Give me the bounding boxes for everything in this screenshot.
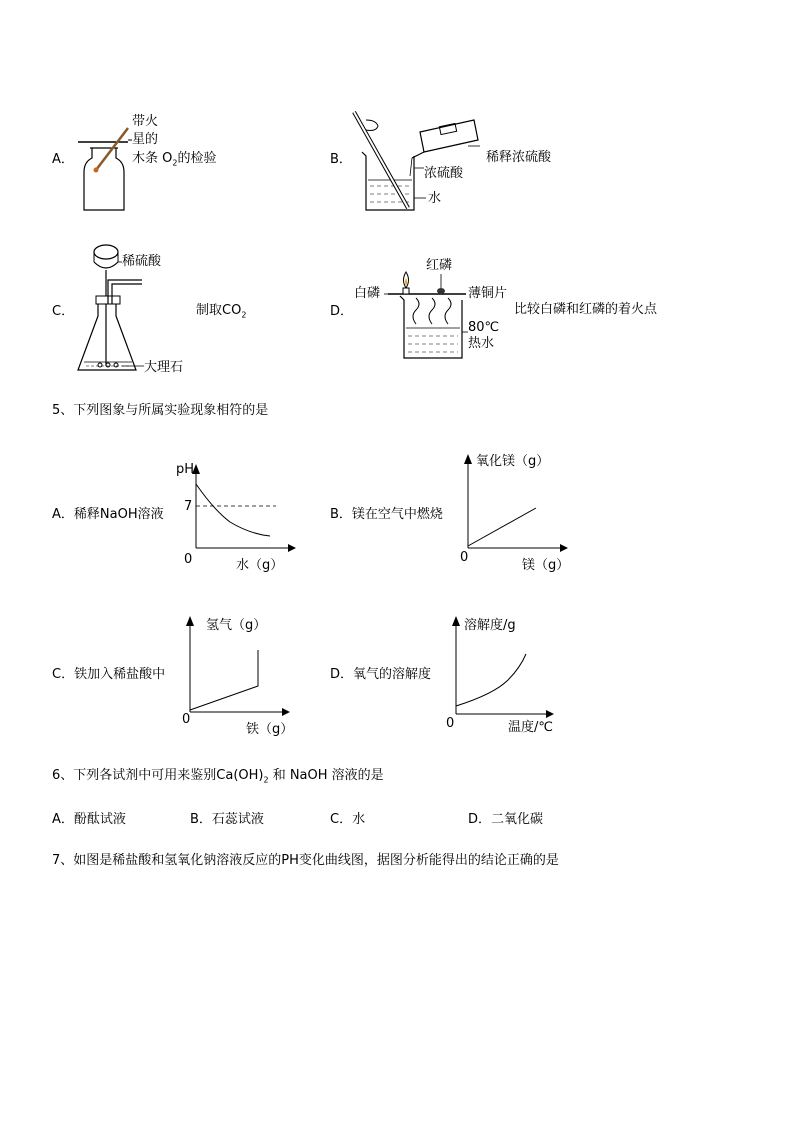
q6-option-d: D．二氧化碳 <box>468 812 544 827</box>
q4-c-acid-label: 稀硫酸 <box>122 254 162 269</box>
q5-a-xlabel: 水（g） <box>236 558 284 573</box>
q4-d-caption: 比较白磷和红磷的着火点 <box>514 302 658 317</box>
q6-option-c: C．水 <box>330 812 366 827</box>
q5-d-curve <box>456 654 526 706</box>
q5-option-b-caption: B．镁在空气中燃烧 <box>330 507 443 522</box>
q4-b-caption: 稀释浓硫酸 <box>486 150 552 165</box>
q4-b-water-label: 水 <box>428 191 442 206</box>
q4-d-red-p-label: 红磷 <box>426 258 453 273</box>
q4-d-white-p-label: 白磷 <box>354 286 381 301</box>
q5-c-ylabel: 氢气（g） <box>206 618 267 633</box>
q5-a-curve <box>196 484 270 536</box>
q4-option-c-letter: C． <box>52 304 75 319</box>
q5-a-origin: 0 <box>184 552 193 567</box>
q4-option-a-letter: A． <box>52 152 74 167</box>
q5-b-ylabel: 氧化镁（g） <box>476 454 550 469</box>
q5-d-xlabel: 温度/℃ <box>508 720 553 735</box>
q4-option-b-letter: B． <box>330 152 352 167</box>
q6-option-a: A．酚酞试液 <box>52 812 126 827</box>
q4-c-caption: 制取$CO_2$ <box>196 303 247 320</box>
q4-a-label-2: 星的 <box>132 132 159 147</box>
q5-a-tick-7: 7 <box>184 499 193 514</box>
q6-stem: 6、下列各试剂中可用来鉴别$Ca(OH)_2$ 和 NaOH 溶液的是 <box>52 768 384 785</box>
q5-a-ylabel: pH <box>176 462 195 477</box>
q4-c-marble-label: 大理石 <box>144 360 184 375</box>
q5-b-line <box>468 508 536 546</box>
q7-stem: 7、如图是稀盐酸和氢氧化钠溶液反应的PH变化曲线图，据图分析能得出的结论正确的是 <box>52 853 559 868</box>
q5-c-xlabel: 铁（g） <box>246 722 294 737</box>
q5-b-origin: 0 <box>460 550 469 565</box>
q4-a-label-1: 带火 <box>132 114 159 129</box>
q5-d-ylabel: 溶解度/g <box>464 618 516 633</box>
q4-option-d-letter: D． <box>330 304 354 319</box>
q5-d-graph <box>0 0 1 1</box>
q4-a-caption: 木条 $O_2$的检验 <box>132 151 217 168</box>
q4-d-copper-label: 薄铜片 <box>468 286 508 301</box>
q4-d-temp-label: 80℃ <box>468 320 500 335</box>
q5-option-c-caption: C．铁加入稀盐酸中 <box>52 667 166 682</box>
q5-stem: 5、下列图象与所属实验现象相符的是 <box>52 403 269 418</box>
q5-option-a-caption: A．稀释NaOH溶液 <box>52 507 164 522</box>
q5-c-line <box>190 650 258 710</box>
q5-d-origin: 0 <box>446 716 455 731</box>
q5-c-origin: 0 <box>182 712 191 727</box>
q6-option-b: B．石蕊试液 <box>190 812 264 827</box>
q5-option-d-caption: D．氧气的溶解度 <box>330 667 432 682</box>
q4-b-acid-label: 浓硫酸 <box>424 166 464 181</box>
q4-d-water-label: 热水 <box>468 336 495 351</box>
q5-b-xlabel: 镁（g） <box>522 558 570 573</box>
